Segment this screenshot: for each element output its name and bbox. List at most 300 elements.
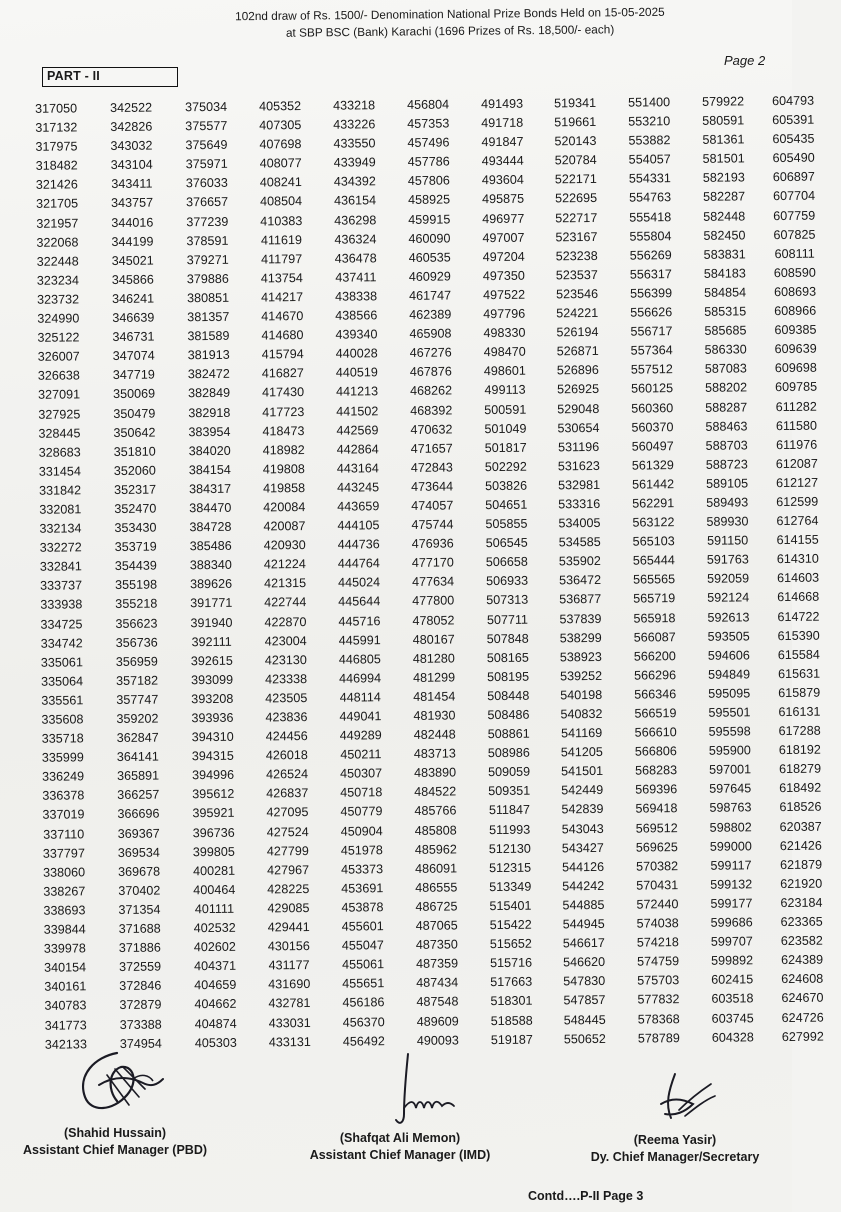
prize-number: 370402 [118,883,161,898]
prize-number: 327091 [38,387,81,403]
prize-number: 566087 [633,629,676,645]
prize-number: 382849 [187,386,231,401]
prize-number: 357747 [116,692,159,707]
prize-number: 444736 [337,537,380,552]
prize-number: 356959 [115,654,158,669]
prize-number: 615631 [777,666,821,681]
prize-number: 341773 [44,1017,87,1033]
prize-number: 477800 [412,593,455,609]
prize-number: 413754 [260,270,303,286]
prize-number: 326007 [37,349,80,365]
prize-number: 343032 [110,138,153,154]
prize-number: 384154 [188,462,231,478]
prize-number: 598763 [709,800,752,816]
prize-number: 381589 [187,328,230,344]
prize-number: 595501 [708,705,751,720]
prize-number: 588703 [705,438,748,453]
prize-number: 594606 [707,648,750,663]
prize-number: 623582 [780,933,823,949]
prize-number: 394996 [191,768,235,783]
prize-number: 433131 [268,1034,311,1050]
prize-number: 614722 [777,609,820,624]
prize-number: 497204 [482,249,525,264]
prize-number: 611282 [775,399,817,414]
prize-number: 322448 [36,254,79,269]
prize-number: 497522 [482,287,526,303]
prize-number: 536877 [559,592,602,607]
prize-number: 627992 [781,1029,824,1044]
prize-number: 340154 [44,960,87,975]
prize-number: 542449 [561,783,604,798]
prize-number: 612764 [776,513,819,529]
prize-number: 605391 [772,112,815,128]
prize-number: 582448 [703,208,746,224]
prize-number: 436478 [334,251,377,266]
prize-number: 418982 [262,442,305,458]
prize-number: 569512 [635,820,678,836]
prize-number: 599707 [710,934,753,949]
prize-number: 506658 [485,554,528,570]
prize-number: 431690 [268,977,311,992]
prize-number: 433031 [268,1015,311,1030]
prize-number: 371688 [118,921,161,937]
prize-number: 445024 [337,575,381,591]
prize-number: 508165 [486,650,529,665]
prize-number: 471657 [410,441,453,456]
prize-number: 465908 [409,326,452,342]
prize-number: 325122 [37,330,80,345]
prize-number: 438566 [335,308,378,323]
prize-number: 402602 [193,939,236,955]
prize-number: 421224 [263,557,306,572]
prize-number: 565719 [633,591,676,607]
number-column [755,91,841,1046]
prize-number: 408504 [259,194,303,209]
prize-number: 593505 [707,628,750,644]
prize-number: 597645 [709,781,752,797]
prize-number: 530654 [557,420,600,435]
prize-number: 560370 [631,419,674,435]
prize-number: 623184 [780,895,823,910]
prize-number: 382472 [187,367,230,382]
prize-number: 388340 [189,558,232,573]
prize-number: 350642 [113,425,156,440]
prize-number: 603518 [711,991,754,1007]
prize-number: 331454 [38,464,81,479]
prize-number: 415794 [261,347,304,362]
signatory-2-name: (Shafqat Ali Memon) [339,1131,461,1145]
prize-number: 439340 [335,327,378,342]
prize-number: 531196 [558,439,600,455]
prize-number: 608693 [773,284,817,300]
prize-number: 616131 [778,704,821,720]
prize-number: 486725 [415,899,458,914]
prize-number: 441502 [336,403,379,419]
prize-number: 570382 [635,858,679,874]
prize-number: 483890 [413,765,457,781]
prize-number: 345866 [111,272,154,287]
prize-number: 577832 [637,992,680,1007]
prize-number: 624670 [781,991,824,1006]
prize-number: 554057 [628,152,671,167]
prize-number: 334725 [40,616,83,632]
prize-number: 543043 [561,821,604,836]
prize-number: 491493 [480,96,524,112]
prize-number: 618526 [779,800,822,815]
prize-number: 588463 [705,418,748,434]
prize-number: 566200 [633,648,676,664]
prize-number: 324990 [37,311,80,326]
prize-number: 497007 [482,230,525,245]
prize-number: 499113 [484,383,526,398]
prize-number: 427967 [266,862,310,878]
prize-number: 509059 [487,764,531,780]
prize-number: 475744 [411,517,454,532]
prize-number: 382918 [188,405,231,420]
prize-number: 557512 [630,362,673,377]
prize-number: 481299 [412,670,456,685]
prize-number: 523167 [555,229,598,245]
prize-number: 546620 [562,955,606,970]
prize-number: 476936 [411,536,454,552]
prize-number: 326638 [37,368,80,384]
prize-number: 501817 [484,440,527,455]
prize-number: 606897 [772,170,815,185]
prize-number: 381913 [187,348,230,363]
prize-number: 551400 [627,95,671,110]
prize-number: 340783 [44,998,87,1014]
prize-number: 458925 [407,192,451,208]
prize-number: 515401 [489,898,532,914]
prize-number: 321426 [35,177,78,193]
prize-number: 522695 [554,191,598,206]
prize-number: 455047 [341,938,384,953]
prize-number: 379886 [186,271,229,287]
prize-number: 473644 [410,479,454,494]
prize-number: 612599 [776,494,819,510]
prize-number: 423505 [265,690,308,706]
prize-number: 420084 [263,499,306,515]
prize-number: 429085 [267,900,310,916]
prize-number: 338060 [43,865,86,880]
prize-number: 366257 [117,787,160,803]
prize-number: 446805 [338,651,381,667]
prize-number: 540832 [560,706,603,722]
prize-number: 323732 [37,292,80,307]
prize-number: 589930 [706,514,749,529]
prize-number: 461747 [408,288,452,303]
prize-number: 443245 [336,480,380,495]
prize-number: 344016 [111,215,154,230]
prize-number: 501049 [484,421,527,436]
prize-number: 578368 [637,1011,680,1027]
part-label: PART - II [42,67,178,87]
prize-number: 569625 [635,839,678,855]
prize-number: 523537 [555,267,598,283]
prize-number: 603745 [711,1010,754,1026]
prize-number: 588723 [705,457,748,472]
prize-number: 508448 [487,688,530,704]
prize-number: 583831 [703,247,746,262]
prize-number: 436324 [334,231,377,247]
prize-number: 420087 [263,519,306,534]
prize-number: 373388 [119,1017,162,1032]
prize-number: 356623 [115,616,158,631]
prize-number: 405352 [258,99,302,114]
prize-number: 404371 [193,958,237,974]
prize-number: 460929 [408,269,451,284]
prize-number: 508486 [487,707,530,723]
prize-number: 408241 [259,175,302,190]
prize-number: 556626 [630,305,673,320]
prize-number: 441213 [335,384,379,400]
prize-number: 442864 [336,441,379,457]
prize-number: 487065 [415,918,458,933]
prize-number: 508986 [487,745,530,761]
prize-number: 532981 [557,477,601,493]
prize-number: 417723 [262,404,305,419]
prize-number: 569418 [635,801,678,817]
prize-number: 490093 [416,1033,459,1048]
prize-number: 531623 [557,458,600,474]
prize-number: 414217 [260,289,304,305]
prize-number: 392615 [190,653,233,668]
prize-number: 547830 [563,974,606,989]
prize-number: 395921 [192,806,235,821]
prize-number: 352470 [114,501,157,516]
prize-number: 440519 [335,365,378,380]
prize-number: 355218 [115,597,158,612]
prize-number: 584854 [703,285,747,300]
prize-number: 321957 [36,215,79,231]
prize-number: 515422 [489,917,532,933]
prize-number: 443164 [336,461,379,476]
prize-number: 611976 [776,437,818,452]
prize-number: 595900 [708,743,751,758]
prize-number: 561329 [631,457,674,473]
number-column [18,99,104,1054]
prize-number: 433550 [333,136,376,151]
prize-number: 381357 [187,309,230,325]
prize-number: 586330 [704,342,747,358]
prize-number: 493604 [481,173,524,188]
prize-number: 497796 [483,306,526,322]
number-column [242,97,328,1052]
prize-number: 433949 [333,155,376,170]
prize-number: 536472 [558,573,602,588]
prize-number: 389626 [189,577,233,592]
prize-number: 453878 [341,900,384,915]
prize-number: 607759 [773,208,816,223]
prize-number: 445644 [338,594,381,610]
signatory-3-name: (Reema Yasir) [633,1133,717,1147]
prize-number: 459915 [408,212,451,227]
prize-number: 614155 [776,532,819,548]
prize-number: 433218 [332,98,376,113]
prize-number: 404874 [194,1016,237,1031]
prize-number: 317050 [35,101,78,116]
prize-number: 591763 [706,552,749,568]
prize-number: 568283 [634,763,678,778]
prize-number: 498601 [483,364,526,379]
prize-number: 345021 [111,253,154,268]
prize-number: 372879 [119,997,162,1013]
prize-number: 608590 [773,265,816,280]
prize-number: 511847 [488,803,531,818]
prize-number: 346639 [112,310,155,326]
prize-number: 506933 [485,574,529,589]
prize-number: 407305 [259,118,302,133]
prize-number: 607704 [772,189,816,204]
prize-number: 570431 [636,877,679,893]
prize-number: 393936 [191,710,234,726]
prize-number: 472843 [410,460,453,475]
prize-number: 442569 [336,422,379,438]
prize-number: 555804 [629,228,672,244]
prize-number: 364141 [116,749,159,765]
prize-number: 507848 [486,631,529,646]
prize-number: 512315 [488,860,532,875]
header-line-2: at SBP BSC (Bank) Karachi (1696 Prizes of Rs. 18,500/- each) [285,22,615,40]
prize-number: 612087 [775,456,818,471]
prize-number: 491847 [481,134,524,150]
prize-number: 333938 [40,597,83,613]
prize-number: 426837 [266,786,309,801]
prize-number: 444105 [337,518,380,533]
prize-number: 598802 [709,819,752,835]
prize-number: 455601 [341,919,384,934]
prize-number: 374954 [119,1036,162,1051]
prize-number: 581501 [702,151,745,167]
prize-number: 520784 [554,153,597,168]
prize-number: 624608 [781,971,824,987]
prize-number: 332134 [39,521,82,536]
prize-number: 592059 [706,571,750,587]
prize-number: 615584 [777,647,820,662]
prize-number: 346241 [111,291,155,306]
number-column [464,95,550,1050]
prize-number: 503826 [484,478,528,494]
prize-number: 422870 [264,614,307,629]
prize-number: 335608 [41,712,84,727]
prize-number: 426524 [265,767,309,782]
prize-number: 455651 [342,976,385,991]
prize-number: 618192 [778,742,821,758]
prize-number: 591150 [707,533,749,548]
prize-number: 335064 [41,674,84,689]
prize-number: 317975 [35,139,78,155]
prize-number: 427095 [266,805,309,820]
prize-number: 481930 [413,708,456,723]
prize-number: 556317 [629,267,672,282]
prize-number: 523238 [555,248,598,264]
prize-number: 419808 [262,461,305,477]
prize-number: 331842 [39,483,82,498]
prize-number: 335718 [41,731,84,746]
prize-number: 334742 [40,635,83,651]
prize-number: 483713 [413,746,456,762]
prize-number: 335561 [41,693,84,708]
prize-number: 491718 [481,115,524,131]
page-number: Page 2 [724,53,766,68]
prize-number: 485962 [414,842,457,857]
prize-number: 437411 [335,270,377,285]
prize-number: 534585 [558,535,601,550]
prize-number: 372846 [119,978,162,994]
prize-number: 457496 [407,135,450,151]
signatory-2-title: Assistant Chief Manager (IMD) [309,1148,491,1162]
prize-number: 430156 [267,939,310,954]
prize-number: 436154 [333,193,377,209]
prize-number: 404659 [194,978,237,993]
signature-block-1 [10,1045,220,1159]
prize-number: 342522 [110,100,153,116]
prize-number: 541501 [560,764,604,779]
prize-number: 332081 [39,502,82,517]
prize-number: 487548 [416,994,459,1010]
prize-number: 498470 [483,344,526,360]
prize-number: 582450 [703,228,746,243]
prize-number: 322068 [36,235,79,250]
prize-number: 515716 [489,955,533,971]
prize-number: 444764 [337,556,380,571]
signatory-3-title: Dy. Chief Manager/Secretary [590,1150,760,1164]
prize-number: 372559 [118,959,162,975]
prize-number: 342133 [44,1036,87,1052]
prize-number: 595598 [708,724,751,739]
prize-number: 519187 [490,1032,533,1047]
prize-number: 378591 [186,233,229,248]
prize-number: 352060 [113,463,156,478]
prize-number: 338267 [43,884,86,899]
prize-number: 404662 [194,997,237,1012]
prize-number: 396736 [192,825,235,840]
prize-number: 582287 [702,189,746,205]
prize-number: 592124 [707,590,750,606]
prize-number: 434392 [333,174,376,190]
prize-number: 481280 [412,651,455,666]
prize-number: 414680 [261,328,304,343]
prize-number: 371886 [118,940,161,956]
prize-number: 605490 [772,150,815,166]
prize-number: 333737 [40,578,83,594]
prize-number: 477634 [411,574,455,590]
prize-number: 496977 [482,211,525,226]
prize-number: 607825 [773,227,816,242]
prize-number: 563122 [632,515,675,530]
prize-number: 517663 [490,974,533,990]
prize-number: 423130 [264,652,307,668]
prize-number: 566806 [634,744,677,759]
prize-number: 359202 [116,711,159,727]
prize-number: 347074 [112,348,155,364]
prize-number: 350479 [113,406,156,421]
prize-number: 569396 [635,782,678,797]
prize-number: 624389 [780,952,824,968]
prize-number: 407698 [259,137,302,152]
prize-number: 507711 [486,612,529,627]
prize-number: 565565 [632,572,676,587]
prize-number: 460090 [408,231,451,246]
number-column [537,94,623,1049]
prize-number: 538299 [559,630,602,645]
prize-number: 431177 [268,958,310,973]
prize-number: 612127 [775,475,819,490]
prize-number: 456804 [406,97,450,112]
prize-number: 504651 [485,497,528,513]
prize-number: 369367 [117,826,160,841]
prize-number: 451978 [340,842,383,858]
